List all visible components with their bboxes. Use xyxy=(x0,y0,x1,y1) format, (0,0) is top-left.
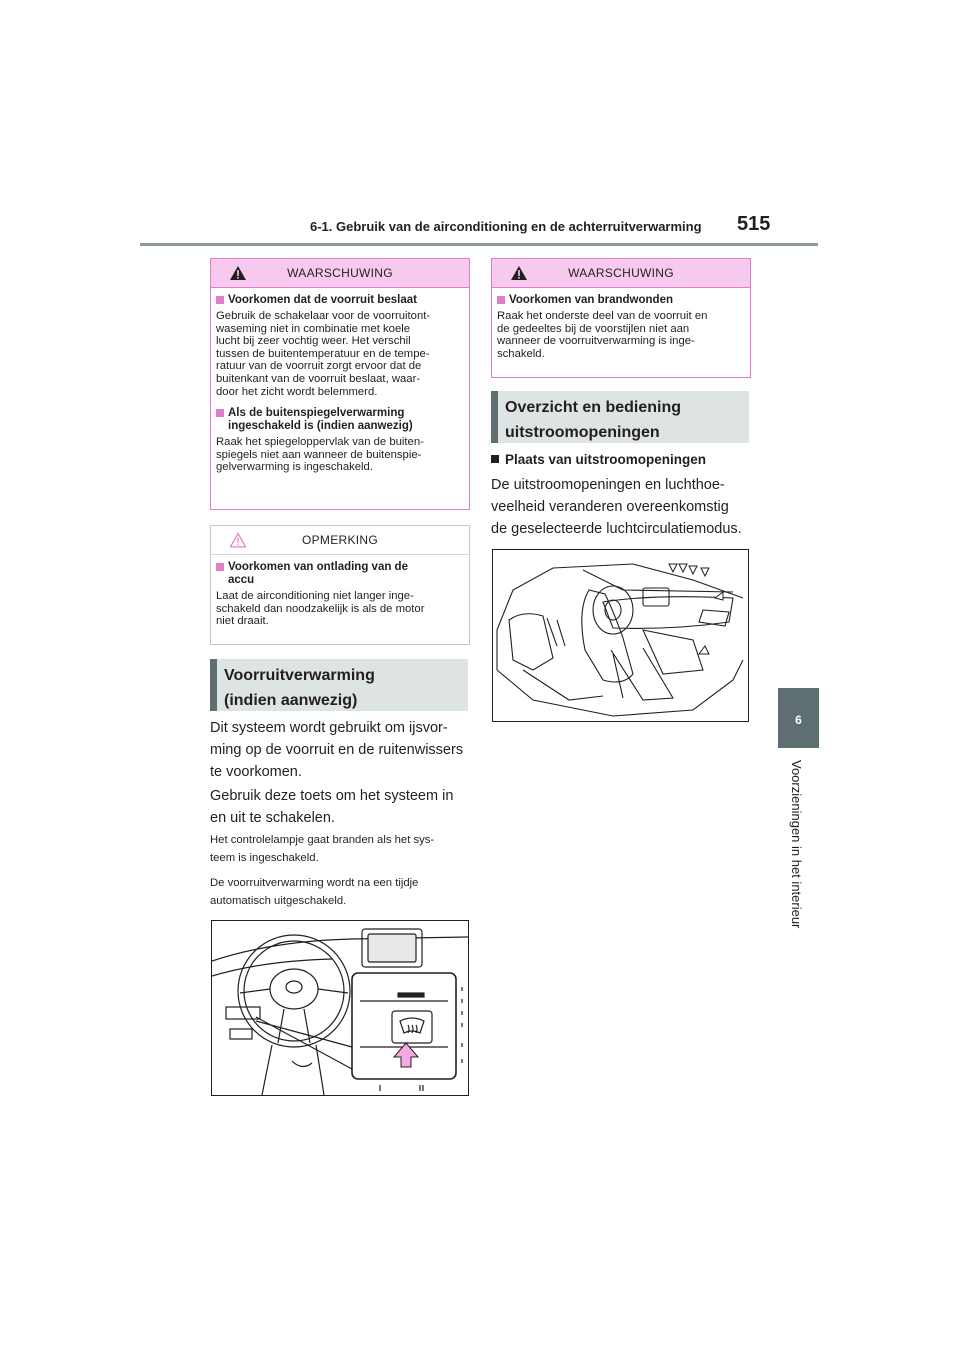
warning-item-title: Als de buitenspiegelverwarming ingeschakeld is (indien aanwezig) xyxy=(216,407,463,433)
warning-header xyxy=(211,259,469,288)
section-heading-windshield: Voorruitverwarming (indien aanwezig) xyxy=(210,659,468,711)
vents-location-illustration xyxy=(492,549,749,722)
warning-icon xyxy=(510,265,528,281)
warning-item-title: Voorkomen van brandwonden xyxy=(497,294,744,307)
warning-label: WAARSCHUWING xyxy=(568,266,674,280)
airflow-arrows xyxy=(669,564,723,654)
warning-icon xyxy=(229,265,247,281)
note-box-left xyxy=(210,525,470,645)
windshield-note-1: Het controlelampje gaat branden als het sys- teem is ingeschakeld. xyxy=(210,834,435,864)
page-number: 515 xyxy=(737,213,771,235)
running-title: 6-1. Gebruik van de airconditioning en de achterruitverwarming xyxy=(310,219,702,234)
dashboard-illustration xyxy=(212,921,468,1095)
header-rule xyxy=(140,243,818,246)
cabin-illustration xyxy=(493,550,748,721)
windshield-paragraph-1: Dit systeem wordt gebruikt om ijsvor- ming op de voorruit en de ruitenwissers te voorkomen. xyxy=(210,720,464,780)
note-item-text: Laat de airconditioning niet langer inge- schakeld dan noodzakelijk is als de motor niet draait. xyxy=(216,590,425,628)
windshield-paragraph-2: Gebruik deze toets om het systeem in en uit te schakelen. xyxy=(210,788,454,826)
warning-box-left xyxy=(210,258,470,510)
chapter-title-text: Voorzieningen in het interieur xyxy=(789,760,804,929)
vents-sub-heading: Plaats van uitstroomopeningen xyxy=(491,452,753,467)
bullet-square-icon xyxy=(216,296,224,304)
warning-label: WAARSCHUWING xyxy=(287,266,393,280)
bullet-square-icon xyxy=(497,296,505,304)
note-item-title: Voorkomen van ontlading van de accu xyxy=(216,561,463,587)
caution-icon xyxy=(229,532,247,548)
windshield-switch-illustration xyxy=(211,920,469,1096)
warning-box-right xyxy=(491,258,751,378)
warning-item-title: Voorkomen dat de voorruit beslaat xyxy=(216,294,463,307)
warning-header xyxy=(492,259,750,288)
note-label: OPMERKING xyxy=(301,533,379,547)
chapter-tab[interactable]: 6 xyxy=(778,688,819,748)
bullet-square-icon xyxy=(491,455,499,463)
note-header xyxy=(211,526,469,555)
bullet-square-icon xyxy=(216,563,224,571)
warning-item-text: Raak het onderste deel van de voorruit en de gedeeltes bij de voorstijlen niet aan wanneer de voorruitverwarming is inge- schakeld. xyxy=(497,310,708,360)
windshield-note-2: De voorruitverwarming wordt na een tijdje automatisch uitgeschakeld. xyxy=(210,877,419,907)
warning-item-text: Raak het spiegeloppervlak van de buiten- spiegels niet aan wanneer de buitenspie- gelverwarming is ingeschakeld. xyxy=(216,436,424,474)
chapter-title xyxy=(789,760,807,940)
warning-item-text: Gebruik de schakelaar voor de voorruitont- waseming niet in combinatie met koele lucht bij zeer vochtig weer. Het verschil tussen de buitentemperatuur en de tempe- ratuur van de voorruit zorgt ervoor dat de buitenkant van de voorruit beslaat, waar- door het zicht wordt belemmerd. xyxy=(216,310,431,398)
section-heading-vents: Overzicht en bediening uitstroomopeningen xyxy=(491,391,749,443)
vents-paragraph: De uitstroomopeningen en luchthoe- veelheid veranderen overeenkomstig de geselecteerde luchtcirculatiemodus. xyxy=(491,477,742,537)
bullet-square-icon xyxy=(216,409,224,417)
